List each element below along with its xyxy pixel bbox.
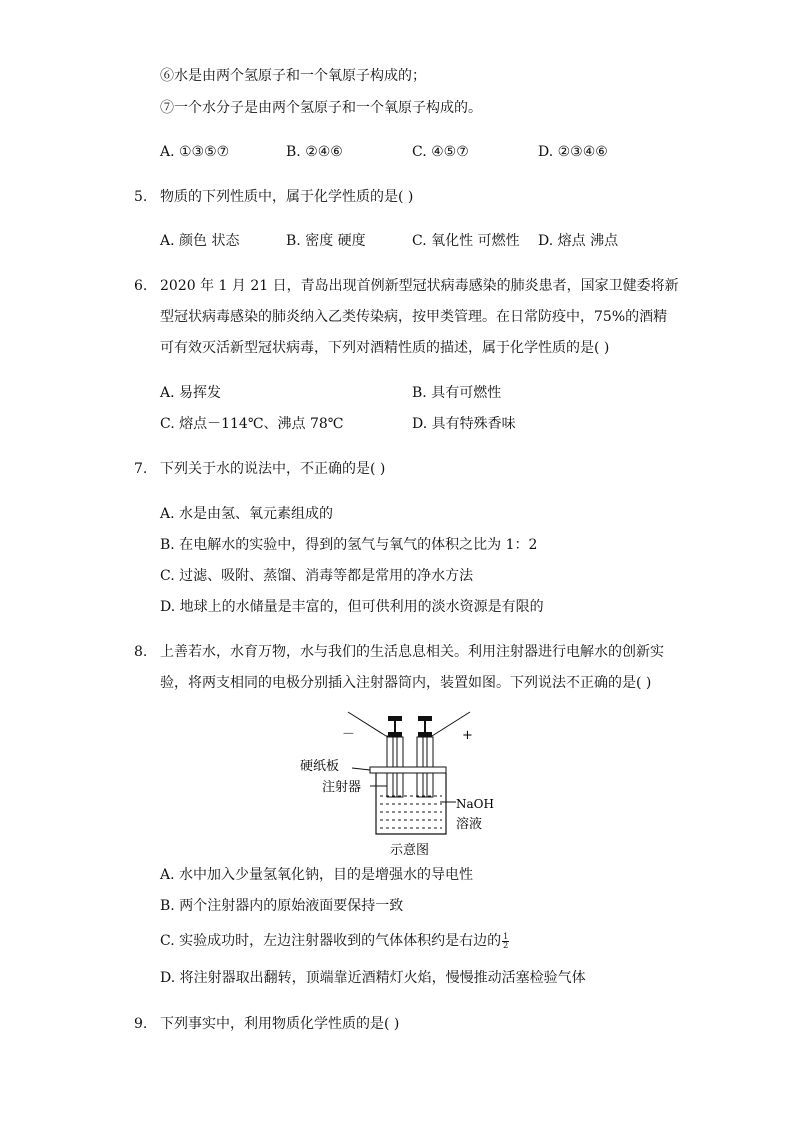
q7-option-a: A. 水是由氢、氧元素组成的 — [160, 506, 334, 522]
q8-option-b: B. 两个注射器内的原始液面要保持一致 — [160, 898, 404, 914]
minus-sign: － — [342, 727, 356, 742]
q7-option-b: B. 在电解水的实验中，得到的氢气与氧气的体积之比为 1：2 — [160, 537, 538, 553]
cardboard-label: 硬纸板 — [300, 759, 340, 774]
q6-option-b: B. 具有可燃性 — [412, 385, 502, 401]
q8-number: 8. — [134, 644, 148, 660]
q7-number: 7. — [134, 461, 148, 477]
q6-stem-line-3: 可有效灭活新型冠状病毒，下列对酒精性质的描述，属于化学性质的是( ) — [160, 340, 610, 356]
q4-option-d: D. ②③④⑥ — [538, 144, 608, 160]
naoh-label: NaOH — [456, 797, 494, 811]
q8-option-c-text: C. 实验成功时，左边注射器收到的气体体积约是右边的 — [160, 933, 502, 949]
one-half-fraction: $\frac{1}{2}$ — [503, 931, 509, 950]
q7-stem: 下列关于水的说法中，不正确的是( ) — [160, 461, 386, 477]
q8-option-c — [160, 932, 509, 950]
q6-stem-line-2: 型冠状病毒感染的肺炎纳入乙类传染病，按甲类管理。在日常防疫中，75%的酒精 — [160, 309, 668, 325]
cardboard — [370, 767, 446, 773]
left-plunger-cap — [388, 716, 402, 721]
q9-stem: 下列事实中，利用物质化学性质的是( ) — [160, 1016, 400, 1032]
q5-option-c: C. 氧化性 可燃性 — [412, 233, 520, 249]
q5-stem: 物质的下列性质中，属于化学性质的是( ) — [160, 189, 414, 205]
q5-option-b: B. 密度 硬度 — [286, 233, 366, 249]
statement-7: ⑦一个水分子是由两个氢原子和一个氧原子构成的。 — [160, 100, 482, 116]
q8-option-a: A. 水中加入少量氢氧化钠，目的是增强水的导电性 — [160, 867, 474, 883]
q7-option-d: D. 地球上的水储量是丰富的，但可供利用的淡水资源是有限的 — [160, 599, 544, 615]
q4-option-b: B. ②④⑥ — [286, 144, 343, 160]
q7-option-c: C. 过滤、吸附、蒸馏、消毒等都是常用的净水方法 — [160, 568, 474, 584]
q6-number: 6. — [134, 278, 148, 294]
electrolysis-diagram — [290, 706, 510, 862]
q8-stem-line-2: 验，将两支相同的电极分别插入注射器筒内，装置如图。下列说法不正确的是( ) — [160, 675, 652, 691]
q5-number: 5. — [134, 189, 148, 205]
solution-label: 溶液 — [456, 817, 483, 832]
right-plunger-cap — [418, 716, 432, 721]
q6-option-d: D. 具有特殊香味 — [412, 416, 516, 432]
plus-sign: + — [462, 728, 473, 743]
figure-caption: 示意图 — [390, 843, 430, 858]
syringe-label: 注射器 — [322, 780, 362, 795]
q8-stem-line-1: 上善若水，水育万物，水与我们的生活息息相关。利用注射器进行电解水的创新实 — [160, 644, 664, 660]
q5-option-a: A. 颜色 状态 — [160, 233, 240, 249]
q6-option-a: A. 易挥发 — [160, 385, 222, 401]
q6-stem-line-1: 2020 年 1 月 21 日，青岛出现首例新型冠状病毒感染的肺炎患者，国家卫健委将新 — [160, 278, 679, 294]
q5-option-d: D. 熔点 沸点 — [538, 233, 619, 249]
q6-option-c: C. 熔点－114℃、沸点 78℃ — [160, 416, 344, 432]
q4-option-a: A. ①③⑤⑦ — [160, 144, 230, 160]
q4-option-c: C. ④⑤⑦ — [412, 144, 469, 160]
naoh-solution — [380, 796, 442, 828]
statement-6: ⑥水是由两个氢原子和一个氧原子构成的； — [160, 68, 426, 84]
q9-number: 9. — [134, 1016, 148, 1032]
q8-option-d: D. 将注射器取出翻转，顶端靠近酒精灯火焰，慢慢推动活塞检验气体 — [160, 970, 586, 986]
